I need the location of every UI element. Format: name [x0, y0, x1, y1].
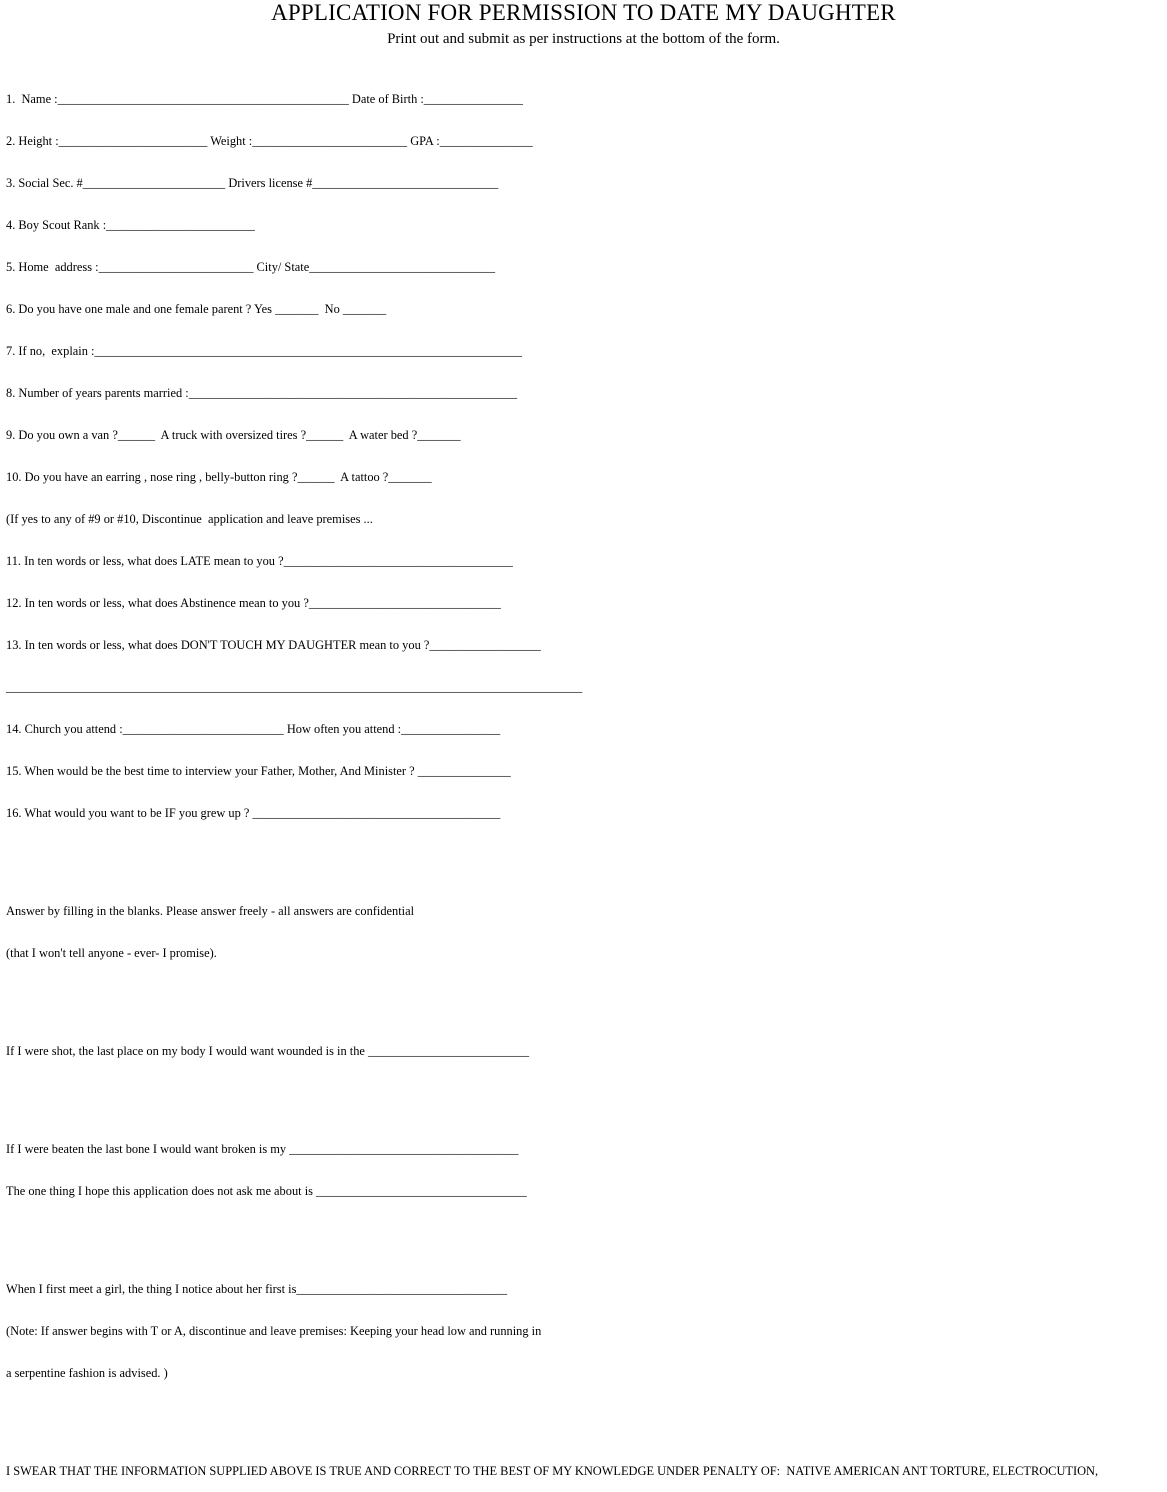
form-line-late: 11. In ten words or less, what does LATE mean to you ?_____________________________________: [6, 554, 513, 568]
form-line-boy-scout: 4. Boy Scout Rank :________________________: [6, 218, 255, 232]
form-line-blank: _____________________________________________________________________________________________: [6, 680, 583, 694]
form-line-home-address: 5. Home address :_________________________ City/ State______________________________: [6, 260, 496, 274]
form-line-abstinence: 12. In ten words or less, what does Abstinence mean to you ?_______________________________: [6, 596, 501, 610]
form-line-years-married: 8. Number of years parents married :_____________________________________________________: [6, 386, 518, 400]
form-line-height: 2. Height :________________________ Weight :_________________________ GPA :_______________: [6, 134, 533, 148]
note-line: a serpentine fashion is advised. ): [6, 1366, 168, 1380]
form-line-explain: 7. If no, explain :_____________________________________________________________________: [6, 344, 522, 358]
question-beaten: If I were beaten the last bone I would want broken is my _____________________________________: [6, 1142, 519, 1156]
form-line-van: 9. Do you own a van ?______ A truck with oversized tires ?______ A water bed ?_______: [6, 428, 461, 442]
form-line-name: 1. Name :_______________________________________________ Date of Birth :________________: [6, 92, 523, 106]
application-form: [6, 64, 1166, 1492]
form-line-interview: 15. When would be the best time to interview your Father, Mother, And Minister ? _______________: [6, 764, 511, 778]
note-line: (Note: If answer begins with T or A, discontinue and leave premises: Keeping your head low and running in: [6, 1324, 542, 1338]
page-title: APPLICATION FOR PERMISSION TO DATE MY DAUGHTER: [271, 0, 896, 25]
question-shot: If I were shot, the last place on my body I would want wounded is in the __________________________: [6, 1044, 530, 1058]
swear-statement: I SWEAR THAT THE INFORMATION SUPPLIED ABOVE IS TRUE AND CORRECT TO THE BEST OF MY KNOWLEDGE UNDER PENALTY OF: NATIVE AMERICAN ANT TORTURE, ELECTROCUTION,: [6, 1464, 1099, 1478]
form-line-discontinue: (If yes to any of #9 or #10, Discontinue application and leave premises ...: [6, 512, 373, 526]
form-line-parents: 6. Do you have one male and one female parent ? Yes _______ No _______: [6, 302, 387, 316]
answer-intro-line: Answer by filling in the blanks. Please answer freely - all answers are confidential: [6, 904, 415, 918]
form-line-dont-touch: 13. In ten words or less, what does DON'T TOUCH MY DAUGHTER mean to you ?__________________: [6, 638, 541, 652]
form-line-earring: 10. Do you have an earring , nose ring , belly-button ring ?______ A tattoo ?_______: [6, 470, 432, 484]
question-one-thing: The one thing I hope this application does not ask me about is __________________________________: [6, 1184, 527, 1198]
answer-intro-line: (that I won't tell anyone - ever- I promise).: [6, 946, 217, 960]
page-subtitle: Print out and submit as per instructions at the bottom of the form.: [387, 31, 780, 47]
form-line-social-sec: 3. Social Sec. #_______________________ Drivers license #______________________________: [6, 176, 499, 190]
question-girl: When I first meet a girl, the thing I notice about her first is__________________________________: [6, 1282, 508, 1296]
form-line-grew-up: 16. What would you want to be IF you grew up ? ________________________________________: [6, 806, 501, 820]
form-line-church: 14. Church you attend :__________________________ How often you attend :________________: [6, 722, 501, 736]
